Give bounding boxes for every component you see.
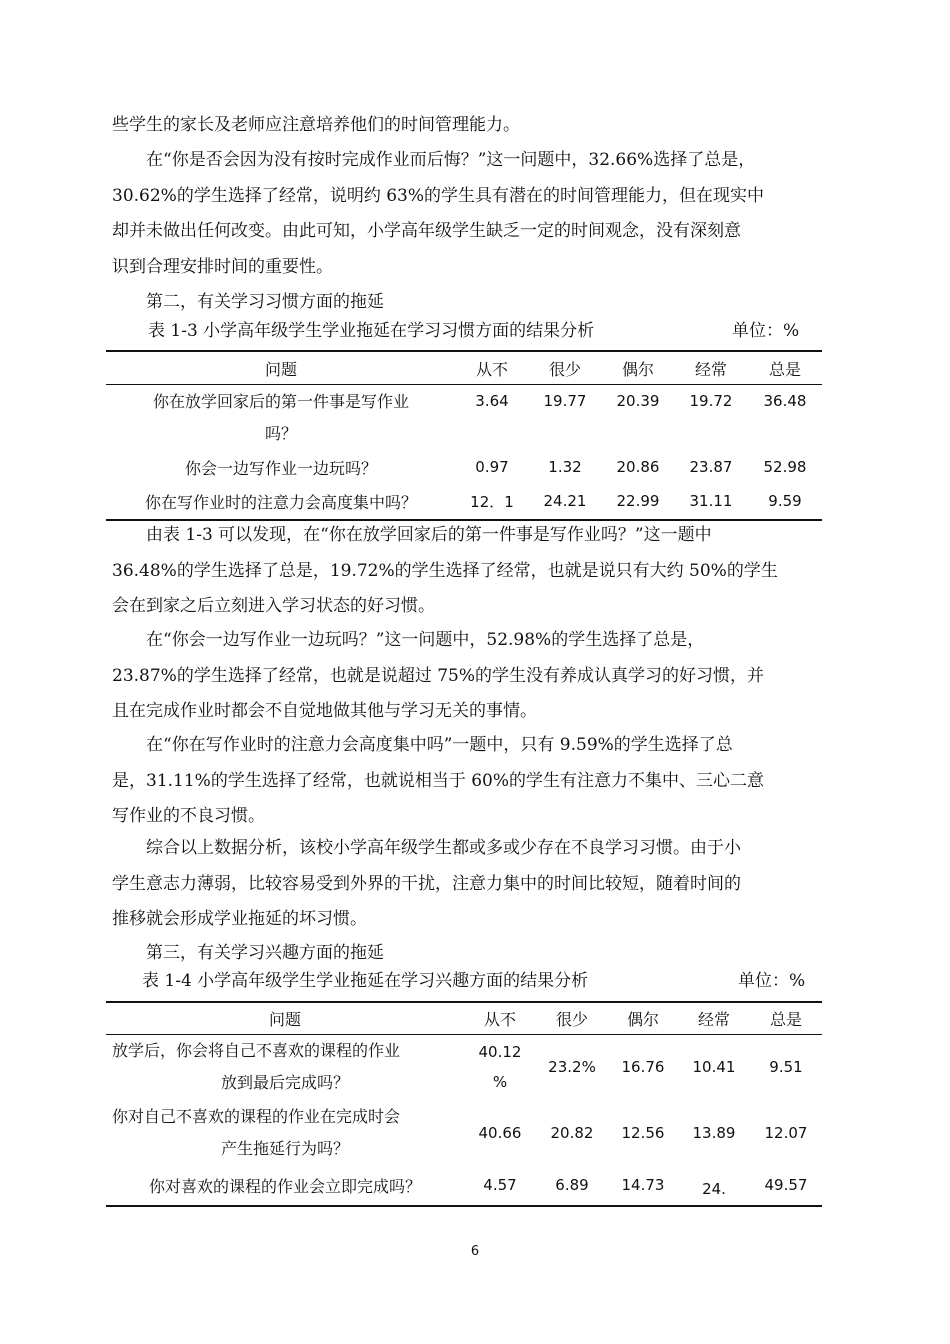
col-header: 问题 (264, 359, 297, 379)
value-cell: 0.97 (475, 458, 509, 476)
col-header: 从不 (475, 359, 508, 379)
page-number: 6 (470, 1244, 480, 1259)
value-cell: 12.56 (621, 1124, 665, 1142)
table-1-3-unit: 单位：% (732, 321, 800, 341)
value-cell: 14.73 (621, 1176, 665, 1194)
table-1-4-caption: 表 1-4 小学高年级学生学业拖延在学习兴趣方面的结果分析 (142, 971, 589, 991)
value-cell: 31.11 (689, 492, 733, 510)
section-heading-3: 第三，有关学习兴趣方面的拖延 (112, 943, 384, 963)
text-line: 是，31.11%的学生选择了经常，也就说相当于 60%的学生有注意力不集中、三心二意 (112, 770, 765, 791)
text-line: 30.62%的学生选择了经常，说明约 63%的学生具有潜在的时间管理能力，但在现实中 (112, 185, 765, 206)
text-line: 识到合理安排时间的重要性。 (112, 256, 333, 277)
text-line: 学生意志力薄弱，比较容易受到外界的干扰，注意力集中的时间比较短，随着时间的 (112, 873, 741, 894)
text-line: 在“你会一边写作业一边玩吗？”这一问题中，52.98%的学生选择了总是， (112, 630, 705, 650)
paragraph-1 (112, 108, 836, 144)
col-header: 很少 (548, 359, 581, 379)
col-header: 偶尔 (626, 1010, 659, 1029)
table-row (106, 1166, 822, 1204)
paragraph-6 (112, 831, 836, 938)
paragraph-4 (112, 623, 836, 730)
value-cell: 20.86 (616, 458, 660, 476)
text-line: 由表 1-3 可以发现，在“你在放学回家后的第一件事是写作业吗？”这一题中 (112, 525, 712, 545)
text-line: 些学生的家长及老师应注意培养他们的时间管理能力。 (112, 115, 520, 135)
question-cell: 放学后，你会将自己不喜欢的课程的作业 放到最后完成吗？ (112, 1041, 401, 1092)
value-cell: 19.72 (689, 392, 733, 410)
value-cell: 49.57 (764, 1176, 808, 1194)
value-cell: 1.32 (548, 458, 582, 476)
value-cell: 4.57 (483, 1176, 517, 1194)
table-1-3-caption: 表 1-3 小学高年级学生学业拖延在学习习惯方面的结果分析 (148, 321, 595, 341)
text-line: 会在到家之后立刻进入学习状态的好习惯。 (112, 596, 435, 616)
table-row (106, 450, 822, 484)
text-line: 综合以上数据分析，该校小学高年级学生都或多或少存在不良学习习惯。由于小 (112, 838, 741, 858)
table-row (106, 484, 822, 518)
col-header: 经常 (697, 1010, 730, 1029)
value-cell: 19.77 (543, 392, 587, 410)
text-line: 却并未做出任何改变。由此可知，小学高年级学生缺乏一定的时间观念，没有深刻意 (112, 221, 741, 241)
value-cell: 20.82 (550, 1124, 594, 1142)
paragraph-3 (112, 518, 836, 625)
value-cell: 36.48 (763, 392, 807, 410)
value-cell: 52.98 (763, 458, 807, 476)
text-line: 推移就会形成学业拖延的坏习惯。 (112, 909, 367, 929)
col-header: 很少 (555, 1010, 588, 1029)
text-line: 36.48%的学生选择了总是，19.72%的学生选择了经常，也就是说只有大约 50%的学生 (112, 560, 778, 581)
value-cell: 23.2% (548, 1058, 596, 1076)
paragraph-2 (112, 143, 836, 285)
question-cell: 你会一边写作业一边玩吗？ (184, 458, 377, 478)
question-cell: 你在放学回家后的第一件事是写作业 吗？ (152, 392, 409, 443)
table-header-row (106, 352, 822, 384)
value-cell: 24.21 (543, 492, 587, 510)
value-cell: 9.51 (769, 1058, 803, 1076)
table-1-4-unit: 单位：% (738, 971, 806, 991)
col-header: 偶尔 (621, 359, 654, 379)
section-heading-2: 第二，有关学习习惯方面的拖延 (112, 292, 384, 312)
table-header-row (106, 1003, 822, 1034)
table-1-3 (106, 352, 822, 518)
question-cell: 你对自己不喜欢的课程的作业在完成时会 产生拖延行为吗？ (112, 1107, 401, 1158)
text-line: 在“你是否会因为没有按时完成作业而后悔？”这一问题中，32.66%选择了总是， (112, 150, 756, 170)
value-cell: 12．1 (470, 492, 514, 511)
col-header: 总是 (769, 1010, 802, 1029)
value-cell: 40.12 % (478, 1043, 522, 1091)
value-cell: 24. (702, 1180, 726, 1198)
table-row (106, 384, 822, 450)
text-line: 23.87%的学生选择了经常，也就是说超过 75%的学生没有养成认真学习的好习惯，并 (112, 665, 765, 686)
value-cell: 20.39 (616, 392, 660, 410)
question-cell: 你在写作业时的注意力会高度集中吗？ (144, 492, 417, 512)
value-cell: 10.41 (692, 1058, 736, 1076)
table-1-4 (106, 1003, 822, 1204)
table-row (106, 1100, 822, 1166)
table-bottom-rule (106, 1205, 822, 1207)
value-cell: 16.76 (621, 1058, 665, 1076)
col-header: 经常 (694, 359, 727, 379)
value-cell: 3.64 (475, 392, 509, 410)
paragraph-5 (112, 728, 836, 835)
col-header: 总是 (768, 359, 801, 379)
text-line: 在“你在写作业时的注意力会高度集中吗”一题中，只有 9.59%的学生选择了总 (112, 735, 733, 755)
value-cell: 22.99 (616, 492, 660, 510)
value-cell: 23.87 (689, 458, 733, 476)
value-cell: 12.07 (764, 1124, 808, 1142)
value-cell: 40.66 (478, 1124, 522, 1142)
question-cell: 你对喜欢的课程的作业会立即完成吗？ (148, 1176, 421, 1196)
col-header: 从不 (483, 1010, 516, 1029)
value-cell: 13.89 (692, 1124, 736, 1142)
text-line: 写作业的不良习惯。 (112, 806, 265, 826)
value-cell: 9.59 (768, 492, 802, 510)
text-line: 且在完成作业时都会不自觉地做其他与学习无关的事情。 (112, 701, 537, 721)
value-cell: 6.89 (555, 1176, 589, 1194)
col-header: 问题 (268, 1010, 301, 1029)
table-row (106, 1034, 822, 1100)
